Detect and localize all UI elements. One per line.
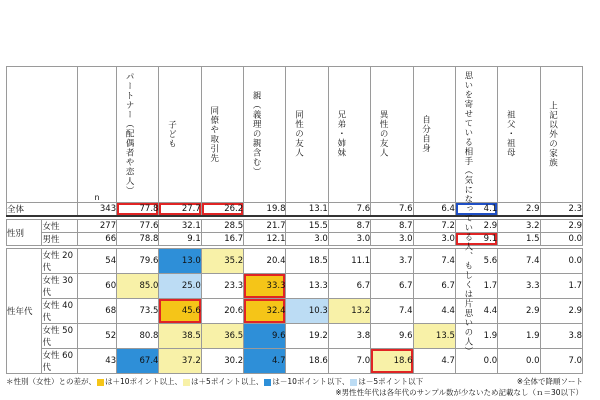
value-cell: 0.0 — [498, 349, 540, 374]
table-row — [7, 274, 583, 299]
col-header-grandparents: 祖父・祖母 — [498, 67, 540, 203]
value-cell: 13.0 — [159, 249, 201, 274]
value-cell: 2.9 — [498, 299, 540, 324]
sort-note: ※全体で降順ソート — [516, 377, 583, 386]
value-cell: 6.7 — [371, 274, 413, 299]
value-cell: 2.9 — [498, 203, 540, 217]
table-row — [7, 203, 583, 217]
value-cell: 7.4 — [413, 249, 455, 274]
value-cell: 3.3 — [498, 274, 540, 299]
value-cell: 45.6 — [159, 299, 201, 324]
row-label: 女性 60代 — [42, 349, 77, 374]
value-cell: 35.2 — [201, 249, 243, 274]
col-header-same-sex-friend: 同性の友人 — [286, 67, 328, 203]
value-cell: 19.8 — [244, 203, 286, 217]
value-cell: 13.2 — [328, 299, 370, 324]
table-row — [7, 299, 583, 324]
col-header-self: 自分自身 — [413, 67, 455, 203]
value-cell: 32.4 — [244, 299, 286, 324]
row-n: 54 — [77, 249, 116, 274]
value-cell: 0.0 — [540, 233, 582, 246]
value-cell: 27.7 — [159, 203, 201, 217]
value-cell: 13.5 — [413, 324, 455, 349]
value-cell: 77.8 — [117, 203, 159, 217]
value-cell: 26.2 — [201, 203, 243, 217]
value-cell: 16.7 — [201, 233, 243, 246]
value-cell: 4.1 — [455, 203, 497, 217]
row-group-label: 性別 — [7, 220, 42, 246]
value-cell: 67.4 — [117, 349, 159, 374]
row-n: 60 — [77, 274, 116, 299]
value-cell: 19.2 — [286, 324, 328, 349]
value-cell: 1.5 — [498, 233, 540, 246]
row-label: 女性 50代 — [42, 324, 77, 349]
value-cell: 18.5 — [286, 249, 328, 274]
value-cell: 7.4 — [498, 249, 540, 274]
value-cell: 8.7 — [371, 220, 413, 233]
value-cell: 37.2 — [159, 349, 201, 374]
value-cell: 7.6 — [371, 203, 413, 217]
value-cell: 3.2 — [498, 220, 540, 233]
col-header-partner: パートナー（配偶者や恋人） — [117, 67, 159, 203]
value-cell: 28.5 — [201, 220, 243, 233]
value-cell: 0.0 — [455, 349, 497, 374]
sample-note: ※男性性年代は各年代のサンプル数が少ないため記載なし（ｎ＝30以下） — [335, 388, 583, 397]
value-cell: 3.8 — [540, 324, 582, 349]
value-cell: 7.0 — [540, 349, 582, 374]
value-cell: 12.1 — [244, 233, 286, 246]
value-cell: 20.4 — [244, 249, 286, 274]
value-cell: 2.9 — [540, 299, 582, 324]
value-cell: 7.4 — [371, 299, 413, 324]
col-header-opposite-sex-friend: 異性の友人 — [371, 67, 413, 203]
plus5-swatch-icon — [183, 379, 190, 386]
value-cell: 3.7 — [371, 249, 413, 274]
crosstab-table — [6, 66, 583, 374]
row-label: 全体 — [7, 203, 78, 217]
row-group-label: 性年代 — [7, 249, 42, 374]
value-cell: 6.7 — [413, 274, 455, 299]
table-row — [7, 233, 583, 246]
value-cell: 5.6 — [455, 249, 497, 274]
row-label: 女性 40代 — [42, 299, 77, 324]
value-cell: 38.5 — [159, 324, 201, 349]
value-cell: 8.7 — [328, 220, 370, 233]
value-cell: 73.5 — [117, 299, 159, 324]
table-body — [7, 203, 583, 374]
value-cell: 2.9 — [540, 220, 582, 233]
value-cell: 36.5 — [201, 324, 243, 349]
value-cell: 2.9 — [455, 220, 497, 233]
value-cell: 78.8 — [117, 233, 159, 246]
value-cell: 23.3 — [201, 274, 243, 299]
row-n: 277 — [77, 220, 116, 233]
value-cell: 7.6 — [328, 203, 370, 217]
corner-cell — [7, 67, 78, 203]
value-cell: 3.8 — [328, 324, 370, 349]
table-row — [7, 349, 583, 374]
value-cell: 9.6 — [244, 324, 286, 349]
value-cell: 6.4 — [413, 203, 455, 217]
value-cell: 3.0 — [286, 233, 328, 246]
value-cell: 21.7 — [244, 220, 286, 233]
value-cell: 13.3 — [286, 274, 328, 299]
row-n: 43 — [77, 349, 116, 374]
value-cell: 15.5 — [286, 220, 328, 233]
value-cell: 0.0 — [540, 249, 582, 274]
table-row — [7, 324, 583, 349]
header-n: n — [77, 67, 116, 203]
value-cell: 85.0 — [117, 274, 159, 299]
value-cell: 9.6 — [371, 324, 413, 349]
table-row — [7, 220, 583, 233]
row-n: 52 — [77, 324, 116, 349]
col-header-colleagues: 同僚や取引先 — [201, 67, 243, 203]
value-cell: 3.0 — [413, 233, 455, 246]
col-header-children: 子ども — [159, 67, 201, 203]
value-cell: 79.6 — [117, 249, 159, 274]
value-cell: 80.8 — [117, 324, 159, 349]
value-cell: 9.1 — [455, 233, 497, 246]
crosstab-figure — [6, 66, 596, 398]
row-n: 68 — [77, 299, 116, 324]
value-cell: 4.7 — [244, 349, 286, 374]
notes — [6, 376, 583, 398]
value-cell: 30.2 — [201, 349, 243, 374]
row-label: 女性 30代 — [42, 274, 77, 299]
value-cell: 18.6 — [371, 349, 413, 374]
value-cell: 6.7 — [328, 274, 370, 299]
value-cell: 7.2 — [413, 220, 455, 233]
value-cell: 4.7 — [413, 349, 455, 374]
row-n: 66 — [77, 233, 116, 246]
value-cell: 4.4 — [455, 299, 497, 324]
col-header-other-family: 上記以外の家族 — [540, 67, 582, 203]
value-cell: 1.7 — [455, 274, 497, 299]
value-cell: 3.0 — [371, 233, 413, 246]
table-row — [7, 249, 583, 274]
value-cell: 10.3 — [286, 299, 328, 324]
plus10-swatch-icon — [97, 379, 104, 386]
value-cell: 13.1 — [286, 203, 328, 217]
legend-note: ＊性別（女性）との差が、 は＋10ポイント以上、 は＋5ポイント以上、 は－10ポイント以下、 は－5ポイント以下 — [6, 377, 424, 386]
row-label: 女性 — [42, 220, 77, 233]
minus5-swatch-icon — [350, 379, 357, 386]
col-header-crush: 思いを寄せている相手（気になっている人、もしくは片思いの人） — [455, 67, 497, 203]
value-cell: 20.6 — [201, 299, 243, 324]
value-cell: 4.4 — [413, 299, 455, 324]
value-cell: 11.1 — [328, 249, 370, 274]
value-cell: 1.9 — [498, 324, 540, 349]
value-cell: 3.0 — [328, 233, 370, 246]
value-cell: 9.1 — [159, 233, 201, 246]
value-cell: 1.7 — [540, 274, 582, 299]
value-cell: 77.6 — [117, 220, 159, 233]
minus10-swatch-icon — [264, 379, 271, 386]
row-n: 343 — [77, 203, 116, 217]
value-cell: 2.3 — [540, 203, 582, 217]
col-header-parents: 親（義理の親含む） — [244, 67, 286, 203]
value-cell: 33.3 — [244, 274, 286, 299]
row-label: 女性 20代 — [42, 249, 77, 274]
value-cell: 18.6 — [286, 349, 328, 374]
value-cell: 25.0 — [159, 274, 201, 299]
value-cell: 7.0 — [328, 349, 370, 374]
value-cell: 1.9 — [455, 324, 497, 349]
row-label: 男性 — [42, 233, 77, 246]
col-header-siblings: 兄弟・姉妹 — [328, 67, 370, 203]
header-row — [7, 67, 583, 203]
value-cell: 32.1 — [159, 220, 201, 233]
